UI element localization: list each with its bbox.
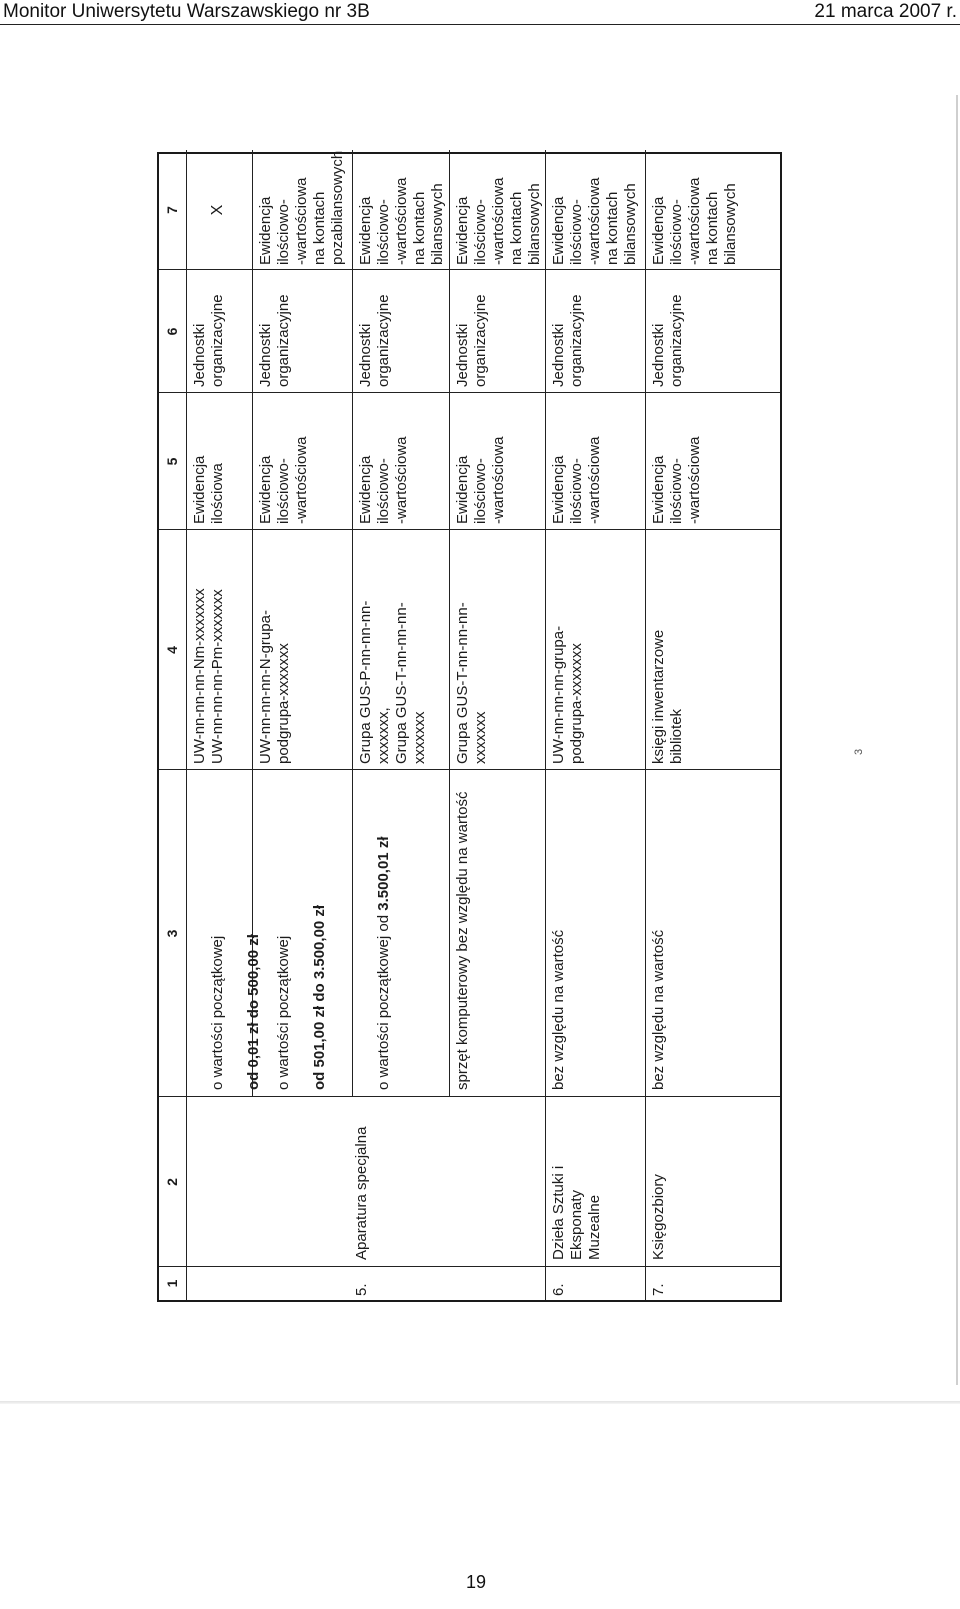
- table-cell: Jednostki organizacyjne: [191, 294, 226, 387]
- table-cell: Jednostki organizacyjne: [650, 294, 685, 387]
- col-header-4: 4: [164, 646, 180, 654]
- table-cell: UW-nn-nn-nn-N-grupa- podgrupa-xxxxxxx: [257, 610, 292, 764]
- col-header-7: 7: [164, 206, 180, 214]
- table-cell: Ewidencja ilościowa: [191, 455, 226, 524]
- asset-category: Księgozbiory: [650, 1174, 667, 1260]
- asset-category: Dzieła Sztuki i Eksponaty Muzealne: [550, 1165, 603, 1260]
- table-row: bez względu na wartość: [550, 929, 567, 1090]
- table-cell: X: [209, 204, 226, 216]
- col-header-2: 2: [164, 1178, 180, 1186]
- table-cell: Ewidencja ilościowo- -wartościowa na kontach bilansowych: [454, 177, 543, 265]
- table-row: sprzęt komputerowy bez względu na wartość: [454, 791, 471, 1090]
- table-cell: Grupa GUS-T-nn-nn-nn- xxxxxxx: [454, 602, 489, 764]
- table-cell: Jednostki organizacyjne: [454, 294, 489, 387]
- table-cell: UW-nn-nn-nn-Nm-xxxxxxx UW-nn-nn-nn-Pm-xxxxxxx: [191, 588, 226, 764]
- table-cell: Ewidencja ilościowo- -wartościowa: [357, 436, 410, 524]
- table-row: o wartości początkowej od 0,01 zł do 500,00 zł: [209, 934, 262, 1090]
- col-header-3: 3: [164, 929, 180, 938]
- row-number: 7.: [650, 1283, 667, 1296]
- table-cell: Jednostki organizacyjne: [357, 294, 392, 387]
- publication-date: 21 marca 2007 r.: [814, 1, 957, 22]
- table-cell: Ewidencja ilościowo- -wartościowa na kontach bilansowych: [650, 177, 739, 265]
- rotated-table: [157, 152, 782, 1302]
- table-cell: księgi inwentarzowe bibliotek: [650, 629, 685, 764]
- row-number: 6.: [550, 1283, 567, 1296]
- page-number: 19: [466, 1572, 487, 1592]
- table-cell: Ewidencja ilościowo- -wartościowa: [257, 436, 310, 524]
- header-rule: [0, 24, 960, 25]
- scan-edge-right: [956, 95, 958, 1385]
- scan-page-number: 3: [853, 748, 865, 755]
- table-cell: Ewidencja ilościowo- -wartościowa na kontach pozabilansowych: [257, 150, 346, 265]
- col-header-1: 1: [164, 1279, 180, 1288]
- table-cell: Jednostki organizacyjne: [257, 294, 292, 387]
- col-header-5: 5: [164, 457, 180, 466]
- table-row: o wartości początkowej od 3.500,01 zł: [375, 836, 392, 1090]
- col-header-6: 6: [164, 327, 180, 336]
- table-cell: Ewidencja ilościowo- -wartościowa: [650, 436, 703, 524]
- table-row: o wartości początkowej od 501,00 zł do 3.500,00 zł: [275, 904, 328, 1090]
- publication-title: Monitor Uniwersytetu Warszawskiego nr 3B: [3, 1, 370, 22]
- table-cell: Ewidencja ilościowo- -wartościowa na kontach bilansowych: [550, 177, 639, 265]
- table-cell: Ewidencja ilościowo- -wartościowa: [454, 436, 507, 524]
- asset-category: Aparatura specjalna: [353, 1126, 370, 1260]
- page-header: [0, 0, 960, 26]
- table-row: bez względu na wartość: [650, 929, 667, 1090]
- table-cell: UW-nn-nn-nn-grupa- podgrupa-xxxxxxx: [550, 625, 585, 764]
- scan-edge-bottom: [0, 1401, 960, 1404]
- table-cell: Ewidencja ilościowo- -wartościowa: [550, 436, 603, 524]
- table-cell: Grupa GUS-P-nn-nn-nn- xxxxxxx, Grupa GUS-T-nn-nn-nn- xxxxxxx: [357, 600, 428, 764]
- row-number: 5.: [353, 1283, 370, 1296]
- table-cell: Ewidencja ilościowo- -wartościowa na kontach bilansowych: [357, 177, 446, 265]
- table-cell: Jednostki organizacyjne: [550, 294, 585, 387]
